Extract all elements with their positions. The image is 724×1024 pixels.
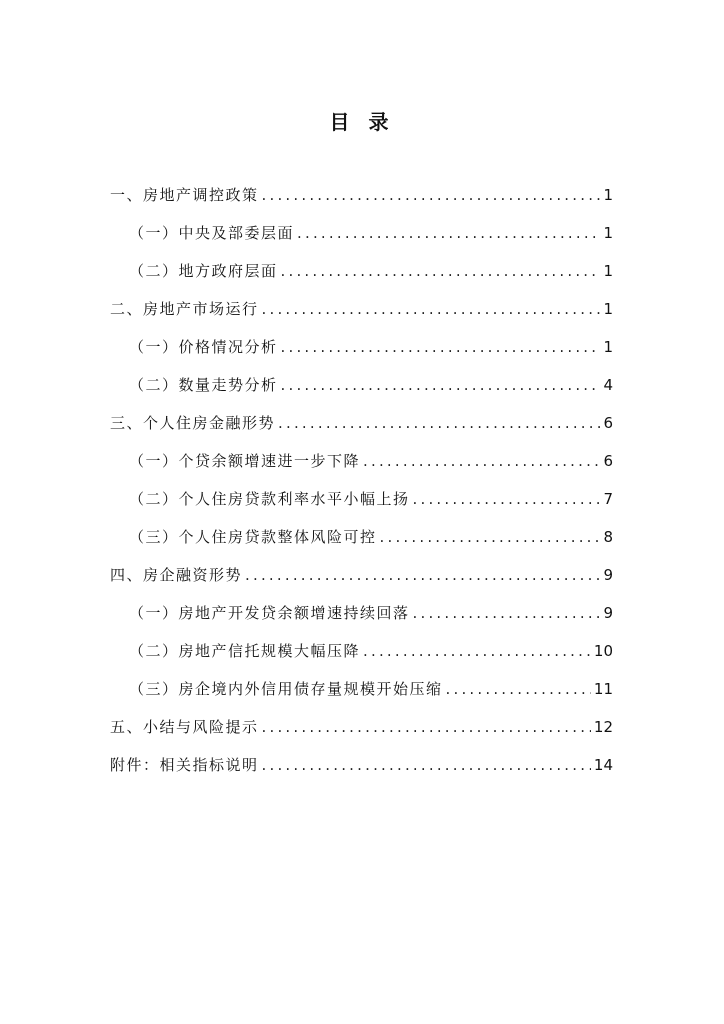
toc-entry[interactable] [110, 280, 613, 318]
toc-title: 目 录 [329, 110, 395, 134]
toc-entry-label: 附件：相关指标说明 [110, 756, 259, 774]
toc-dot-leader [278, 414, 600, 432]
toc-entry[interactable] [110, 204, 613, 242]
toc-entry-label: 三、个人住房金融形势 [110, 414, 276, 432]
toc-dot-leader [380, 528, 600, 546]
toc-dot-leader [297, 224, 600, 242]
toc-entry[interactable] [110, 584, 613, 622]
toc-dot-leader [245, 566, 600, 584]
toc-page-number: 1 [603, 224, 613, 242]
toc-entry-label: （三）房企境内外信用债存量规模开始压缩 [129, 680, 443, 698]
toc-page-number: 6 [603, 452, 613, 470]
toc-entry[interactable] [110, 622, 613, 660]
toc-dot-leader [363, 452, 600, 470]
toc-entry[interactable] [110, 470, 613, 508]
toc-entry-label: （二）地方政府层面 [129, 262, 278, 280]
toc-dot-leader [281, 376, 600, 394]
toc-entry[interactable] [110, 736, 613, 774]
toc-page-number: 7 [603, 490, 613, 508]
toc-dot-leader [281, 338, 600, 356]
toc-dot-leader [262, 300, 600, 318]
toc-page-number: 4 [603, 376, 613, 394]
toc-entry-label: （二）数量走势分析 [129, 376, 278, 394]
toc-entry-label: （一）价格情况分析 [129, 338, 278, 356]
toc-page-number: 10 [593, 642, 613, 660]
toc-dot-leader [281, 262, 600, 280]
toc-entry-label: （二）个人住房贷款利率水平小幅上扬 [129, 490, 410, 508]
toc-entry-label: （一）中央及部委层面 [129, 224, 295, 242]
toc-dot-leader [363, 642, 591, 660]
toc-entry-label: 二、房地产市场运行 [110, 300, 259, 318]
toc-dot-leader [413, 490, 600, 508]
toc-entry-label: （一）房地产开发贷余额增速持续回落 [129, 604, 410, 622]
toc-dot-leader [262, 718, 591, 736]
toc-entry-label: 一、房地产调控政策 [110, 186, 259, 204]
toc-page-number: 11 [593, 680, 613, 698]
toc-page-number: 1 [603, 186, 613, 204]
toc-entry[interactable] [110, 318, 613, 356]
toc-entry[interactable] [110, 698, 613, 736]
toc-dot-leader [413, 604, 600, 622]
toc-entry[interactable] [110, 166, 613, 204]
toc-entry[interactable] [110, 394, 613, 432]
toc-page-number: 14 [593, 756, 613, 774]
toc-page-number: 8 [603, 528, 613, 546]
toc-dot-leader [446, 680, 591, 698]
toc-page-number: 12 [593, 718, 613, 736]
toc-page-number: 1 [603, 262, 613, 280]
toc-page-number: 1 [603, 300, 613, 318]
toc-entry-label: 五、小结与风险提示 [110, 718, 259, 736]
toc-entry[interactable] [110, 432, 613, 470]
table-of-contents [110, 166, 613, 774]
toc-page-number: 9 [603, 566, 613, 584]
toc-dot-leader [262, 186, 600, 204]
toc-page-number: 6 [603, 414, 613, 432]
toc-entry-label: 四、房企融资形势 [110, 566, 243, 584]
toc-entry[interactable] [110, 546, 613, 584]
toc-entry[interactable] [110, 660, 613, 698]
toc-entry-label: （二）房地产信托规模大幅压降 [129, 642, 361, 660]
toc-entry[interactable] [110, 356, 613, 394]
toc-entry[interactable] [110, 242, 613, 280]
toc-dot-leader [262, 756, 591, 774]
toc-entry-label: （一）个贷余额增速进一步下降 [129, 452, 361, 470]
toc-page-number: 1 [603, 338, 613, 356]
toc-entry[interactable] [110, 508, 613, 546]
toc-page-number: 9 [603, 604, 613, 622]
toc-entry-label: （三）个人住房贷款整体风险可控 [129, 528, 377, 546]
